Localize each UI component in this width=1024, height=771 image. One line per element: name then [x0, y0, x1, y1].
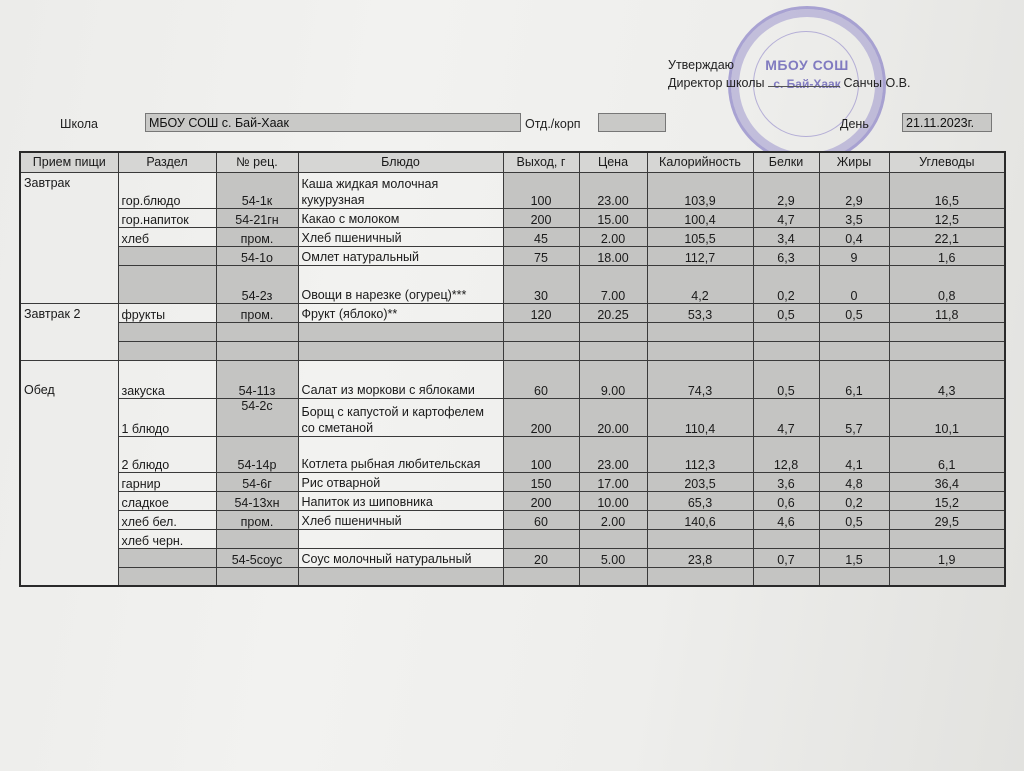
output-cell: 150 [503, 472, 579, 491]
section-cell: гор.напиток [118, 208, 216, 227]
table-row [20, 360, 1005, 398]
price-cell: 23.00 [579, 172, 647, 208]
protein-cell: 0,7 [753, 548, 819, 567]
section-cell: хлеб [118, 227, 216, 246]
price-cell: 20.25 [579, 303, 647, 322]
recipe-cell: пром. [216, 227, 298, 246]
dish-cell: Салат из моркови с яблоками [298, 360, 503, 398]
recipe-cell: пром. [216, 303, 298, 322]
price-cell: 7.00 [579, 265, 647, 303]
price-cell: 2.00 [579, 510, 647, 529]
carb-cell: 12,5 [889, 208, 1005, 227]
col-header: Калорийность [647, 152, 753, 172]
recipe-cell: пром. [216, 510, 298, 529]
col-header: Прием пищи [20, 152, 118, 172]
section-cell: фрукты [118, 303, 216, 322]
menu-table [19, 151, 1006, 587]
empty-cell [298, 341, 503, 360]
protein-cell: 6,3 [753, 246, 819, 265]
dept-label: Отд./корп [525, 117, 581, 131]
price-cell: 9.00 [579, 360, 647, 398]
price-cell [579, 529, 647, 548]
empty-cell [216, 341, 298, 360]
output-cell: 200 [503, 491, 579, 510]
protein-cell [753, 529, 819, 548]
empty-cell [753, 567, 819, 586]
table-row [20, 491, 1005, 510]
table-row [20, 567, 1005, 586]
day-label: День [840, 117, 869, 131]
dish-cell: Хлеб пшеничный [298, 510, 503, 529]
dept-field [598, 113, 666, 132]
table-row [20, 472, 1005, 491]
signature-line [768, 76, 840, 87]
dish-cell: Фрукт (яблоко)** [298, 303, 503, 322]
empty-cell [503, 341, 579, 360]
empty-cell [579, 567, 647, 586]
empty-cell [889, 341, 1005, 360]
dish-cell: Котлета рыбная любительская [298, 436, 503, 472]
output-cell: 200 [503, 208, 579, 227]
school-label: Школа [60, 117, 98, 131]
kcal-cell: 112,7 [647, 246, 753, 265]
price-cell: 5.00 [579, 548, 647, 567]
kcal-cell: 110,4 [647, 398, 753, 436]
table-row [20, 172, 1005, 208]
approve-label: Утверждаю [668, 58, 735, 72]
recipe-cell: 54-5соус [216, 548, 298, 567]
empty-cell [647, 567, 753, 586]
empty-cell [298, 567, 503, 586]
output-cell: 60 [503, 360, 579, 398]
price-cell: 23.00 [579, 436, 647, 472]
section-cell: сладкое [118, 491, 216, 510]
price-cell: 15.00 [579, 208, 647, 227]
recipe-cell: 54-2с [216, 398, 298, 436]
price-cell: 18.00 [579, 246, 647, 265]
protein-cell: 0,2 [753, 265, 819, 303]
table-row [20, 510, 1005, 529]
fat-cell: 4,8 [819, 472, 889, 491]
protein-cell: 0,6 [753, 491, 819, 510]
empty-cell [889, 322, 1005, 341]
fat-cell: 0,5 [819, 510, 889, 529]
dish-cell: Какао с молоком [298, 208, 503, 227]
protein-cell: 3,4 [753, 227, 819, 246]
fat-cell: 0,5 [819, 303, 889, 322]
carb-cell: 22,1 [889, 227, 1005, 246]
dish-cell: Хлеб пшеничный [298, 227, 503, 246]
kcal-cell: 65,3 [647, 491, 753, 510]
empty-cell [889, 567, 1005, 586]
output-cell: 20 [503, 548, 579, 567]
recipe-cell: 54-6г [216, 472, 298, 491]
fat-cell: 1,5 [819, 548, 889, 567]
carb-cell: 6,1 [889, 436, 1005, 472]
kcal-cell: 140,6 [647, 510, 753, 529]
col-header: Жиры [819, 152, 889, 172]
section-cell: хлеб бел. [118, 510, 216, 529]
table-row [20, 436, 1005, 472]
carb-cell: 0,8 [889, 265, 1005, 303]
output-cell: 45 [503, 227, 579, 246]
empty-cell [753, 341, 819, 360]
protein-cell: 0,5 [753, 360, 819, 398]
protein-cell: 4,7 [753, 208, 819, 227]
table-row [20, 398, 1005, 436]
approval-block [668, 56, 910, 92]
empty-cell [579, 322, 647, 341]
meal-breakfast: Завтрак [20, 172, 118, 303]
section-cell: хлеб черн. [118, 529, 216, 548]
empty-cell [216, 322, 298, 341]
carb-cell: 11,8 [889, 303, 1005, 322]
fat-cell [819, 529, 889, 548]
fat-cell: 4,1 [819, 436, 889, 472]
col-header: Белки [753, 152, 819, 172]
dish-cell: Омлет натуральный [298, 246, 503, 265]
table-row [20, 341, 1005, 360]
col-header: Раздел [118, 152, 216, 172]
empty-cell [118, 567, 216, 586]
section-cell [118, 548, 216, 567]
table-row [20, 529, 1005, 548]
kcal-cell: 100,4 [647, 208, 753, 227]
carb-cell: 4,3 [889, 360, 1005, 398]
fat-cell: 3,5 [819, 208, 889, 227]
price-cell: 17.00 [579, 472, 647, 491]
section-cell [118, 265, 216, 303]
col-header: Цена [579, 152, 647, 172]
kcal-cell: 112,3 [647, 436, 753, 472]
recipe-cell: 54-13хн [216, 491, 298, 510]
table-row [20, 265, 1005, 303]
kcal-cell: 203,5 [647, 472, 753, 491]
kcal-cell: 4,2 [647, 265, 753, 303]
dish-cell: Борщ с капустой и картофелем со сметаной [298, 398, 503, 436]
dish-cell [298, 529, 503, 548]
empty-cell [298, 322, 503, 341]
carb-cell: 15,2 [889, 491, 1005, 510]
director-label: Директор школы [668, 76, 765, 90]
col-header: Блюдо [298, 152, 503, 172]
dish-cell: Напиток из шиповника [298, 491, 503, 510]
empty-cell [819, 567, 889, 586]
col-header: Выход, г [503, 152, 579, 172]
kcal-cell: 105,5 [647, 227, 753, 246]
empty-cell [819, 322, 889, 341]
price-cell: 10.00 [579, 491, 647, 510]
empty-cell [118, 341, 216, 360]
dish-cell: Каша жидкая молочная кукурузная [298, 172, 503, 208]
kcal-cell [647, 529, 753, 548]
table-row [20, 208, 1005, 227]
stamp-text-2: с. Бай-Хаак [773, 77, 841, 91]
recipe-cell: 54-1к [216, 172, 298, 208]
protein-cell: 12,8 [753, 436, 819, 472]
section-cell: 1 блюдо [118, 398, 216, 436]
director-name: Санчы О.В. [843, 76, 911, 90]
table-row [20, 303, 1005, 322]
empty-cell [753, 322, 819, 341]
table-row [20, 246, 1005, 265]
empty-cell [647, 341, 753, 360]
kcal-cell: 103,9 [647, 172, 753, 208]
output-cell: 120 [503, 303, 579, 322]
empty-cell [647, 322, 753, 341]
output-cell: 60 [503, 510, 579, 529]
output-cell: 75 [503, 246, 579, 265]
fat-cell: 2,9 [819, 172, 889, 208]
empty-cell [579, 341, 647, 360]
section-cell [118, 246, 216, 265]
meal-breakfast-2: Завтрак 2 [20, 303, 118, 360]
recipe-cell: 54-11з [216, 360, 298, 398]
dish-cell: Овощи в нарезке (огурец)*** [298, 265, 503, 303]
table-header-row [20, 152, 1005, 172]
table-row [20, 322, 1005, 341]
carb-cell: 29,5 [889, 510, 1005, 529]
output-cell: 100 [503, 436, 579, 472]
carb-cell: 36,4 [889, 472, 1005, 491]
recipe-cell: 54-14р [216, 436, 298, 472]
carb-cell [889, 529, 1005, 548]
section-cell: гарнир [118, 472, 216, 491]
empty-cell [118, 322, 216, 341]
carb-cell: 1,6 [889, 246, 1005, 265]
carb-cell: 10,1 [889, 398, 1005, 436]
fat-cell: 9 [819, 246, 889, 265]
output-cell: 30 [503, 265, 579, 303]
recipe-cell: 54-2з [216, 265, 298, 303]
fat-cell: 0 [819, 265, 889, 303]
output-cell [503, 529, 579, 548]
output-cell: 200 [503, 398, 579, 436]
empty-cell [503, 567, 579, 586]
day-field: 21.11.2023г. [902, 113, 992, 132]
section-cell: гор.блюдо [118, 172, 216, 208]
dish-cell: Рис отварной [298, 472, 503, 491]
carb-cell: 16,5 [889, 172, 1005, 208]
protein-cell: 4,7 [753, 398, 819, 436]
empty-cell [819, 341, 889, 360]
fat-cell: 0,4 [819, 227, 889, 246]
kcal-cell: 23,8 [647, 548, 753, 567]
section-cell: закуска [118, 360, 216, 398]
protein-cell: 4,6 [753, 510, 819, 529]
protein-cell: 2,9 [753, 172, 819, 208]
kcal-cell: 53,3 [647, 303, 753, 322]
dish-cell: Соус молочный натуральный [298, 548, 503, 567]
recipe-cell: 54-1о [216, 246, 298, 265]
section-cell: 2 блюдо [118, 436, 216, 472]
recipe-cell: 54-21гн [216, 208, 298, 227]
table-row [20, 548, 1005, 567]
fat-cell: 0,2 [819, 491, 889, 510]
protein-cell: 0,5 [753, 303, 819, 322]
empty-cell [216, 567, 298, 586]
meal-lunch: Обед [20, 360, 118, 586]
carb-cell: 1,9 [889, 548, 1005, 567]
kcal-cell: 74,3 [647, 360, 753, 398]
col-header: Углеводы [889, 152, 1005, 172]
director-line [668, 74, 910, 92]
stamp-text-1: МБОУ СОШ [765, 57, 849, 73]
output-cell: 100 [503, 172, 579, 208]
price-cell: 20.00 [579, 398, 647, 436]
col-header: № рец. [216, 152, 298, 172]
protein-cell: 3,6 [753, 472, 819, 491]
recipe-cell [216, 529, 298, 548]
price-cell: 2.00 [579, 227, 647, 246]
fat-cell: 6,1 [819, 360, 889, 398]
table-row [20, 227, 1005, 246]
empty-cell [503, 322, 579, 341]
school-field: МБОУ СОШ с. Бай-Хаак [145, 113, 521, 132]
fat-cell: 5,7 [819, 398, 889, 436]
